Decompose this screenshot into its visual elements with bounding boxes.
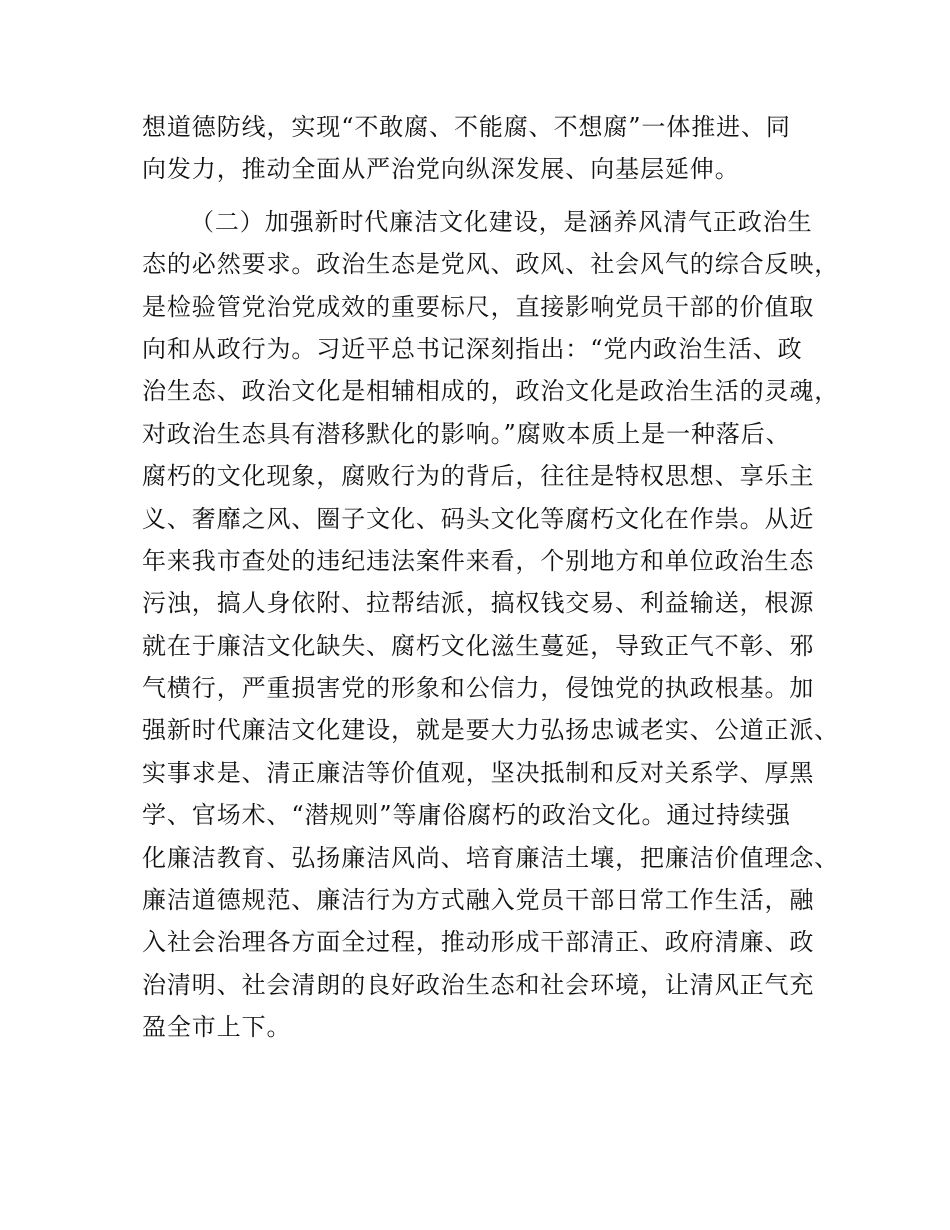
text-line-first: （二）加强新时代廉洁文化建设，是涵养风清气正政治生 <box>190 207 813 236</box>
text-line: 态的必然要求。政治生态是党风、政风、社会风气的综合反映， <box>142 250 840 279</box>
paragraph-2 <box>142 201 840 1049</box>
text-line: 想道德防线，实现“不敢腐、不能腐、不想腐”一体推进、同 <box>142 113 791 141</box>
text-line: 就在于廉洁文化缺失、腐朽文化滋生蔓延，导致正气不彰、邪 <box>142 631 815 660</box>
text-line: 实事求是、清正廉洁等价值观，坚决抵制和反对关系学、厚黑 <box>142 758 815 787</box>
text-line: 化廉洁教育、弘扬廉洁风尚、培育廉洁土壤，把廉洁价值理念、 <box>142 843 840 872</box>
text-line: 义、奢靡之风、圈子文化、码头文化等腐朽文化在作祟。从近 <box>142 504 815 533</box>
text-line: 污浊，搞人身依附、拉帮结派，搞权钱交易、利益输送，根源 <box>142 589 815 618</box>
text-line: 气横行，严重损害党的形象和公信力，侵蚀党的执政根基。加 <box>142 674 815 703</box>
text-line: 治生态、政治文化是相辅相成的，政治文化是政治生活的灵魂， <box>142 377 840 406</box>
text-line: 治清明、社会清朗的良好政治生态和社会环境，让清风正气充 <box>142 970 815 999</box>
text-line: 廉洁道德规范、廉洁行为方式融入党员干部日常工作生活，融 <box>142 886 815 915</box>
text-line: 入社会治理各方面全过程，推动形成干部清正、政府清廉、政 <box>142 928 815 957</box>
text-line: 学、官场术、“潜规则”等庸俗腐朽的政治文化。通过持续强 <box>142 801 791 830</box>
document-body <box>142 106 840 1049</box>
paragraph-1 <box>142 106 822 191</box>
text-line: 腐朽的文化现象，腐败行为的背后，往往是特权思想、享乐主 <box>142 462 815 491</box>
text-line: 年来我市查处的违纪违法案件来看，个别地方和单位政治生态 <box>142 546 815 575</box>
text-line: 对政治生态具有潜移默化的影响。”腐败本质上是一种落后、 <box>142 419 791 448</box>
text-line: 强新时代廉洁文化建设，就是要大力弘扬忠诚老实、公道正派、 <box>142 716 840 745</box>
text-line: 向发力，推动全面从严治党向纵深发展、向基层延伸。 <box>142 155 740 184</box>
text-line-last: 盈全市上下。 <box>142 1013 292 1042</box>
text-line: 是检验管党治党成效的重要标尺，直接影响党员干部的价值取 <box>142 292 815 321</box>
text-line: 向和从政行为。习近平总书记深刻指出：“党内政治生活、政 <box>142 334 803 363</box>
